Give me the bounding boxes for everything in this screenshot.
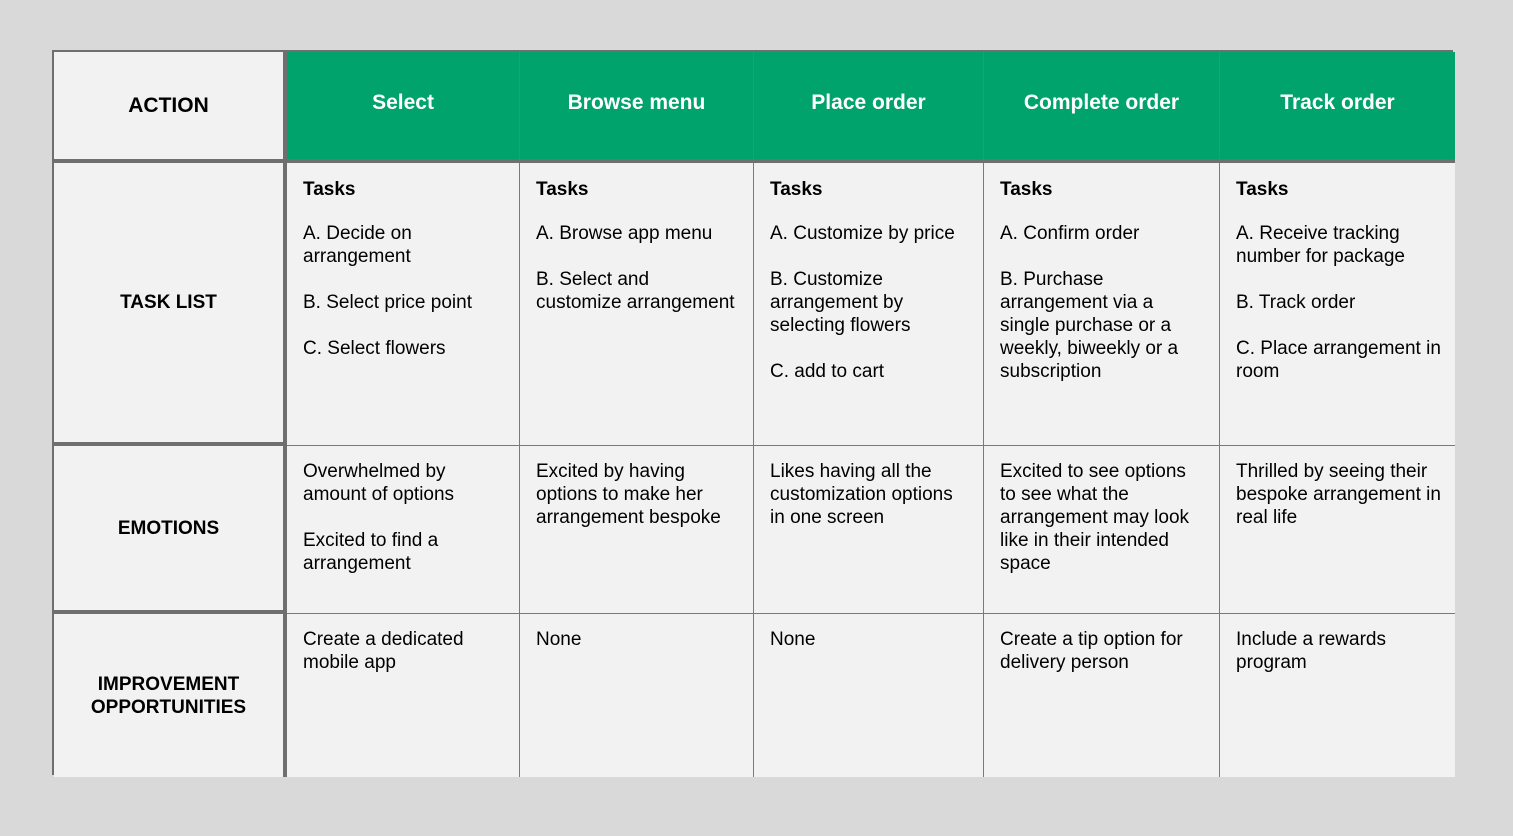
- tasks-title: Tasks: [303, 179, 356, 200]
- emotion-text: Thrilled by seeing their bespoke arrangement in real life: [1236, 461, 1441, 528]
- improvement-cell-select: [287, 614, 520, 777]
- tasks-title: Tasks: [1000, 179, 1053, 200]
- improvement-text: None: [536, 629, 582, 650]
- task-item: A. Confirm order: [1000, 223, 1140, 244]
- improvement-cell-track-order: [1220, 614, 1455, 777]
- emotions-cell-place-order: [754, 446, 984, 614]
- row-header-improvement-opportunities: IMPROVEMENT OPPORTUNITIES: [54, 614, 287, 777]
- improvement-text: None: [770, 629, 816, 650]
- user-journey-map-table: [52, 50, 1453, 775]
- task-item: C. Select flowers: [303, 338, 446, 359]
- tasks-title: Tasks: [770, 179, 823, 200]
- action-corner-header: ACTION: [54, 52, 287, 163]
- emotion-text: Excited to find a arrangement: [303, 530, 439, 574]
- task-item: B. Select price point: [303, 292, 472, 313]
- improvement-cell-place-order: [754, 614, 984, 777]
- task-item: B. Customize arrangement by selecting flowers: [770, 269, 911, 336]
- emotions-cell-complete-order: [984, 446, 1220, 614]
- tasks-cell-browse-menu: [520, 163, 754, 446]
- task-item: B. Select and customize arrangement: [536, 269, 735, 313]
- column-header-place-order: Place order: [754, 52, 984, 163]
- row-header-task-list: TASK LIST: [54, 163, 287, 446]
- tasks-title: Tasks: [1236, 179, 1289, 200]
- emotions-cell-browse-menu: [520, 446, 754, 614]
- improvement-cell-complete-order: [984, 614, 1220, 777]
- emotions-cell-select: [287, 446, 520, 614]
- task-item: B. Purchase arrangement via a single purchase or a weekly, biweekly or a subscription: [1000, 269, 1179, 382]
- tasks-title: Tasks: [536, 179, 589, 200]
- improvement-text: Create a tip option for delivery person: [1000, 629, 1183, 673]
- tasks-cell-track-order: [1220, 163, 1455, 446]
- column-header-browse-menu: Browse menu: [520, 52, 754, 163]
- column-header-track-order: Track order: [1220, 52, 1455, 163]
- emotion-text: Excited by having options to make her arrangement bespoke: [536, 461, 721, 528]
- task-item: A. Receive tracking number for package: [1236, 223, 1405, 267]
- row-header-emotions: EMOTIONS: [54, 446, 287, 614]
- task-item: C. Place arrangement in room: [1236, 338, 1441, 382]
- task-item: A. Browse app menu: [536, 223, 713, 244]
- emotion-text: Likes having all the customization options in one screen: [770, 461, 953, 528]
- improvement-text: Include a rewards program: [1236, 629, 1386, 673]
- improvement-text: Create a dedicated mobile app: [303, 629, 464, 673]
- task-item: C. add to cart: [770, 361, 885, 382]
- task-item: B. Track order: [1236, 292, 1356, 313]
- emotion-text: Excited to see options to see what the arrangement may look like in their intended space: [1000, 461, 1190, 574]
- emotion-text: Overwhelmed by amount of options: [303, 461, 455, 505]
- tasks-cell-complete-order: [984, 163, 1220, 446]
- task-item: A. Decide on arrangement: [303, 223, 412, 267]
- task-item: A. Customize by price: [770, 223, 955, 244]
- tasks-cell-select: [287, 163, 520, 446]
- tasks-cell-place-order: [754, 163, 984, 446]
- column-header-select: Select: [287, 52, 520, 163]
- improvement-cell-browse-menu: [520, 614, 754, 777]
- column-header-complete-order: Complete order: [984, 52, 1220, 163]
- emotions-cell-track-order: [1220, 446, 1455, 614]
